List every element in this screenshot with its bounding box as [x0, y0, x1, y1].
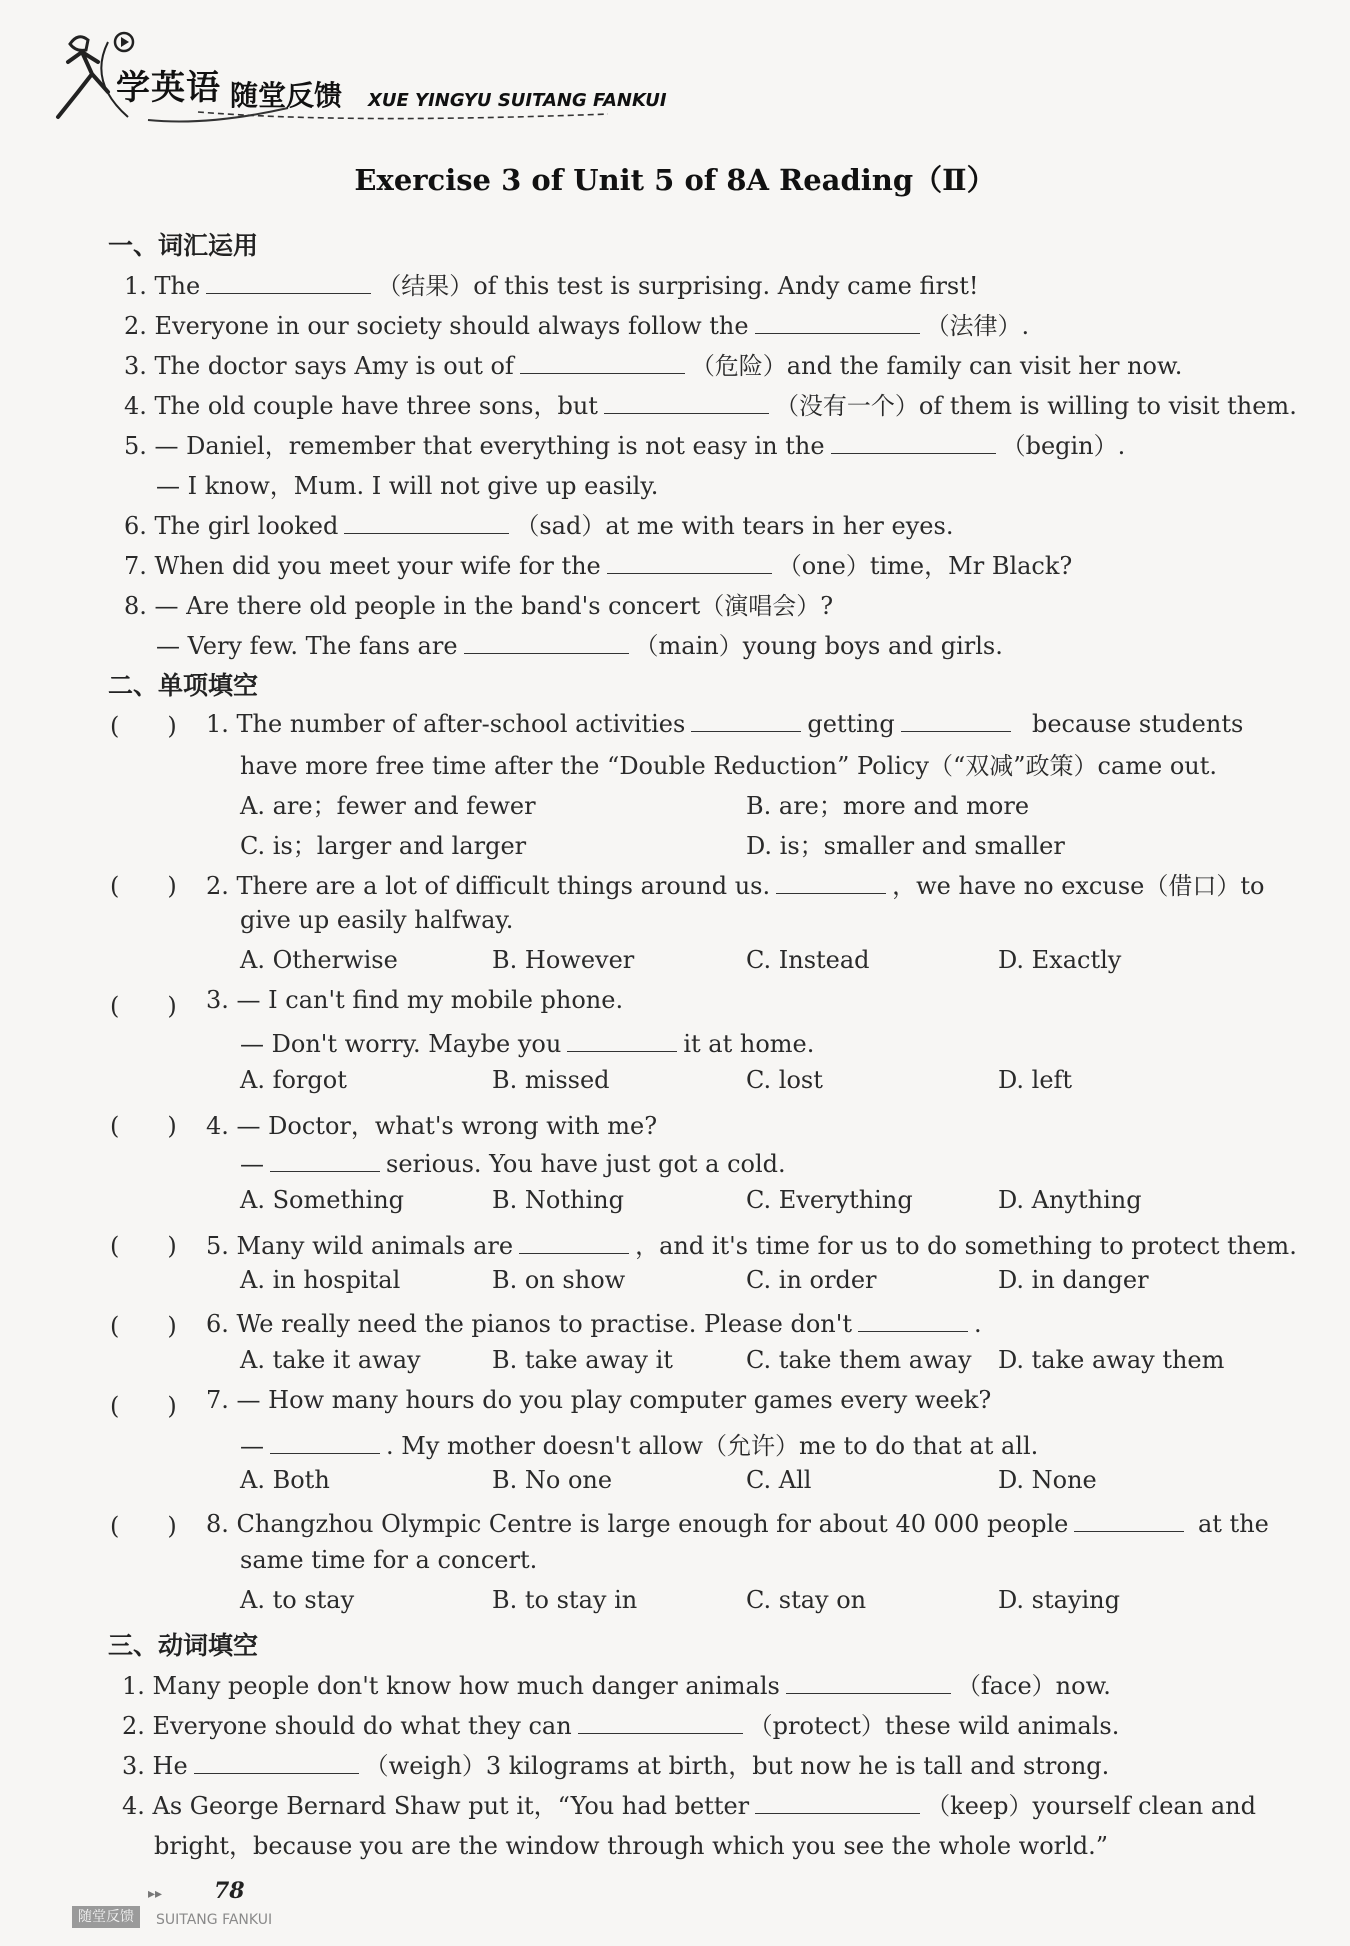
- section-1-heading: 一、词汇运用: [108, 231, 259, 260]
- answer-blank[interactable]: [464, 628, 629, 654]
- footer-arrows-icon: ▸▸: [148, 1886, 163, 1902]
- verb-item-4: 4. As George Bernard Shaw put it，“You had better （keep）yourself clean and: [122, 1786, 1256, 1821]
- mc-question-2-cont: give up easily halfway.: [240, 906, 514, 934]
- verb-item-2: 2. Everyone should do what they can （protect）these wild animals.: [122, 1706, 1119, 1741]
- verb-item-1: 1. Many people don't know how much danger animals （face）now.: [122, 1666, 1111, 1701]
- option-b[interactable]: B. to stay in: [492, 1586, 638, 1614]
- option-d[interactable]: D. take away them: [998, 1346, 1225, 1374]
- header-banner: [48, 22, 668, 132]
- mc-question-3-cont: — Don't worry. Maybe you it at home.: [240, 1026, 814, 1058]
- option-d[interactable]: D. in danger: [998, 1266, 1149, 1294]
- option-a[interactable]: A. are；fewer and fewer: [240, 792, 536, 820]
- section-3-heading: 三、动词填空: [108, 1631, 259, 1660]
- answer-blank[interactable]: [567, 1026, 677, 1052]
- option-b[interactable]: B. Nothing: [492, 1186, 624, 1214]
- answer-blank[interactable]: [270, 1146, 380, 1172]
- option-b[interactable]: B. However: [492, 946, 635, 974]
- option-a[interactable]: A. Otherwise: [240, 946, 398, 974]
- answer-blank[interactable]: [691, 706, 801, 732]
- answer-blank[interactable]: [194, 1748, 359, 1774]
- vocab-item-8-reply: — Very few. The fans are （main）young boys and girls.: [156, 626, 1003, 661]
- vocab-item-2: 2. Everyone in our society should always follow the （法律）.: [124, 306, 1029, 341]
- answer-blank[interactable]: [206, 268, 371, 294]
- option-d[interactable]: D. Exactly: [998, 946, 1122, 974]
- option-c[interactable]: C. Instead: [746, 946, 870, 974]
- mc-question-7-cont: — . My mother doesn't allow（允许）me to do that at all.: [240, 1426, 1038, 1461]
- option-a[interactable]: A. to stay: [240, 1586, 355, 1614]
- answer-blank[interactable]: [519, 1228, 629, 1254]
- vocab-item-5-reply: — I know，Mum. I will not give up easily.: [156, 472, 659, 500]
- vocab-item-3: 3. The doctor says Amy is out of （危险）and the family can visit her now.: [124, 346, 1182, 381]
- answer-bracket[interactable]: ( ): [110, 1392, 177, 1420]
- vocab-item-5: 5. — Daniel，remember that everything is not easy in the （begin）.: [124, 426, 1125, 461]
- option-a[interactable]: A. take it away: [240, 1346, 421, 1374]
- option-b[interactable]: B. missed: [492, 1066, 610, 1094]
- brand-pinyin: XUE YINGYU SUITANG FANKUI: [368, 90, 667, 111]
- brand-chinese-subtitle: 随堂反馈: [230, 79, 343, 112]
- vocab-item-7: 7. When did you meet your wife for the （one）time，Mr Black?: [124, 546, 1072, 581]
- option-c[interactable]: C. stay on: [746, 1586, 867, 1614]
- answer-blank[interactable]: [755, 308, 920, 334]
- answer-bracket[interactable]: ( ): [110, 992, 177, 1020]
- answer-blank[interactable]: [901, 706, 1011, 732]
- answer-blank[interactable]: [755, 1788, 920, 1814]
- answer-blank[interactable]: [270, 1428, 380, 1454]
- option-b[interactable]: B. are；more and more: [746, 792, 1030, 820]
- mc-question-1: 1. The number of after-school activities getting because students: [206, 706, 1243, 738]
- option-c[interactable]: C. lost: [746, 1066, 823, 1094]
- option-c[interactable]: C. take them away: [746, 1346, 972, 1374]
- option-d[interactable]: D. staying: [998, 1586, 1120, 1614]
- option-a[interactable]: A. forgot: [240, 1066, 347, 1094]
- mc-question-6: 6. We really need the pianos to practise. Please don't .: [206, 1306, 982, 1338]
- mc-question-8-cont: same time for a concert.: [240, 1546, 538, 1574]
- option-c[interactable]: C. Everything: [746, 1186, 913, 1214]
- answer-blank[interactable]: [1074, 1506, 1184, 1532]
- option-b[interactable]: B. on show: [492, 1266, 626, 1294]
- option-a[interactable]: A. Both: [240, 1466, 330, 1494]
- answer-blank[interactable]: [344, 508, 509, 534]
- vocab-item-1: 1. The （结果）of this test is surprising. Andy came first!: [124, 266, 979, 301]
- vocab-item-6: 6. The girl looked （sad）at me with tears in her eyes.: [124, 506, 953, 541]
- page-number: 78: [214, 1878, 245, 1904]
- option-d[interactable]: D. None: [998, 1466, 1097, 1494]
- answer-bracket[interactable]: ( ): [110, 712, 177, 740]
- brand-chinese: 学英语: [116, 68, 221, 108]
- mc-question-4: 4. — Doctor，what's wrong with me?: [206, 1112, 658, 1140]
- mc-question-4-cont: — serious. You have just got a cold.: [240, 1146, 786, 1178]
- option-c[interactable]: C. in order: [746, 1266, 877, 1294]
- answer-blank[interactable]: [831, 428, 996, 454]
- option-c[interactable]: C. is；larger and larger: [240, 832, 527, 860]
- answer-blank[interactable]: [858, 1306, 968, 1332]
- option-a[interactable]: A. Something: [240, 1186, 405, 1214]
- option-d[interactable]: D. Anything: [998, 1186, 1142, 1214]
- answer-blank[interactable]: [786, 1668, 951, 1694]
- answer-blank[interactable]: [607, 548, 772, 574]
- mc-question-7: 7. — How many hours do you play computer games every week?: [206, 1386, 992, 1414]
- option-b[interactable]: B. No one: [492, 1466, 613, 1494]
- answer-bracket[interactable]: ( ): [110, 1312, 177, 1340]
- answer-bracket[interactable]: ( ): [110, 872, 177, 900]
- answer-blank[interactable]: [578, 1708, 743, 1734]
- mc-question-2: 2. There are a lot of difficult things around us. ，we have no excuse（借口）to: [206, 866, 1264, 901]
- answer-blank[interactable]: [520, 348, 685, 374]
- option-c[interactable]: C. All: [746, 1466, 812, 1494]
- answer-blank[interactable]: [604, 388, 769, 414]
- footer-badge: 随堂反馈: [72, 1906, 140, 1928]
- answer-bracket[interactable]: ( ): [110, 1512, 177, 1540]
- footer-pinyin: SUITANG FANKUI: [156, 1912, 273, 1928]
- option-a[interactable]: A. in hospital: [240, 1266, 401, 1294]
- option-d[interactable]: D. is；smaller and smaller: [746, 832, 1065, 860]
- answer-blank[interactable]: [776, 868, 886, 894]
- mc-question-1-cont: have more free time after the “Double Reduction” Policy（“双减”政策）came out.: [240, 752, 1218, 780]
- mc-question-8: 8. Changzhou Olympic Centre is large enough for about 40 000 people at the: [206, 1506, 1269, 1538]
- section-2-heading: 二、单项填空: [108, 671, 259, 700]
- mc-question-3: 3. — I can't find my mobile phone.: [206, 986, 624, 1014]
- verb-item-3: 3. He （weigh）3 kilograms at birth，but now he is tall and strong.: [122, 1746, 1109, 1781]
- answer-bracket[interactable]: ( ): [110, 1232, 177, 1260]
- verb-item-4-cont: bright，because you are the window through which you see the whole world.”: [154, 1832, 1109, 1860]
- answer-bracket[interactable]: ( ): [110, 1112, 177, 1140]
- option-b[interactable]: B. take away it: [492, 1346, 673, 1374]
- option-d[interactable]: D. left: [998, 1066, 1073, 1094]
- vocab-item-4: 4. The old couple have three sons，but （没有一个）of them is willing to visit them.: [124, 386, 1297, 421]
- vocab-item-8: 8. — Are there old people in the band's concert（演唱会）?: [124, 592, 834, 620]
- page-title: Exercise 3 of Unit 5 of 8A Reading（Ⅱ）: [354, 163, 996, 197]
- mc-question-5: 5. Many wild animals are ，and it's time for us to do something to protect them.: [206, 1226, 1297, 1261]
